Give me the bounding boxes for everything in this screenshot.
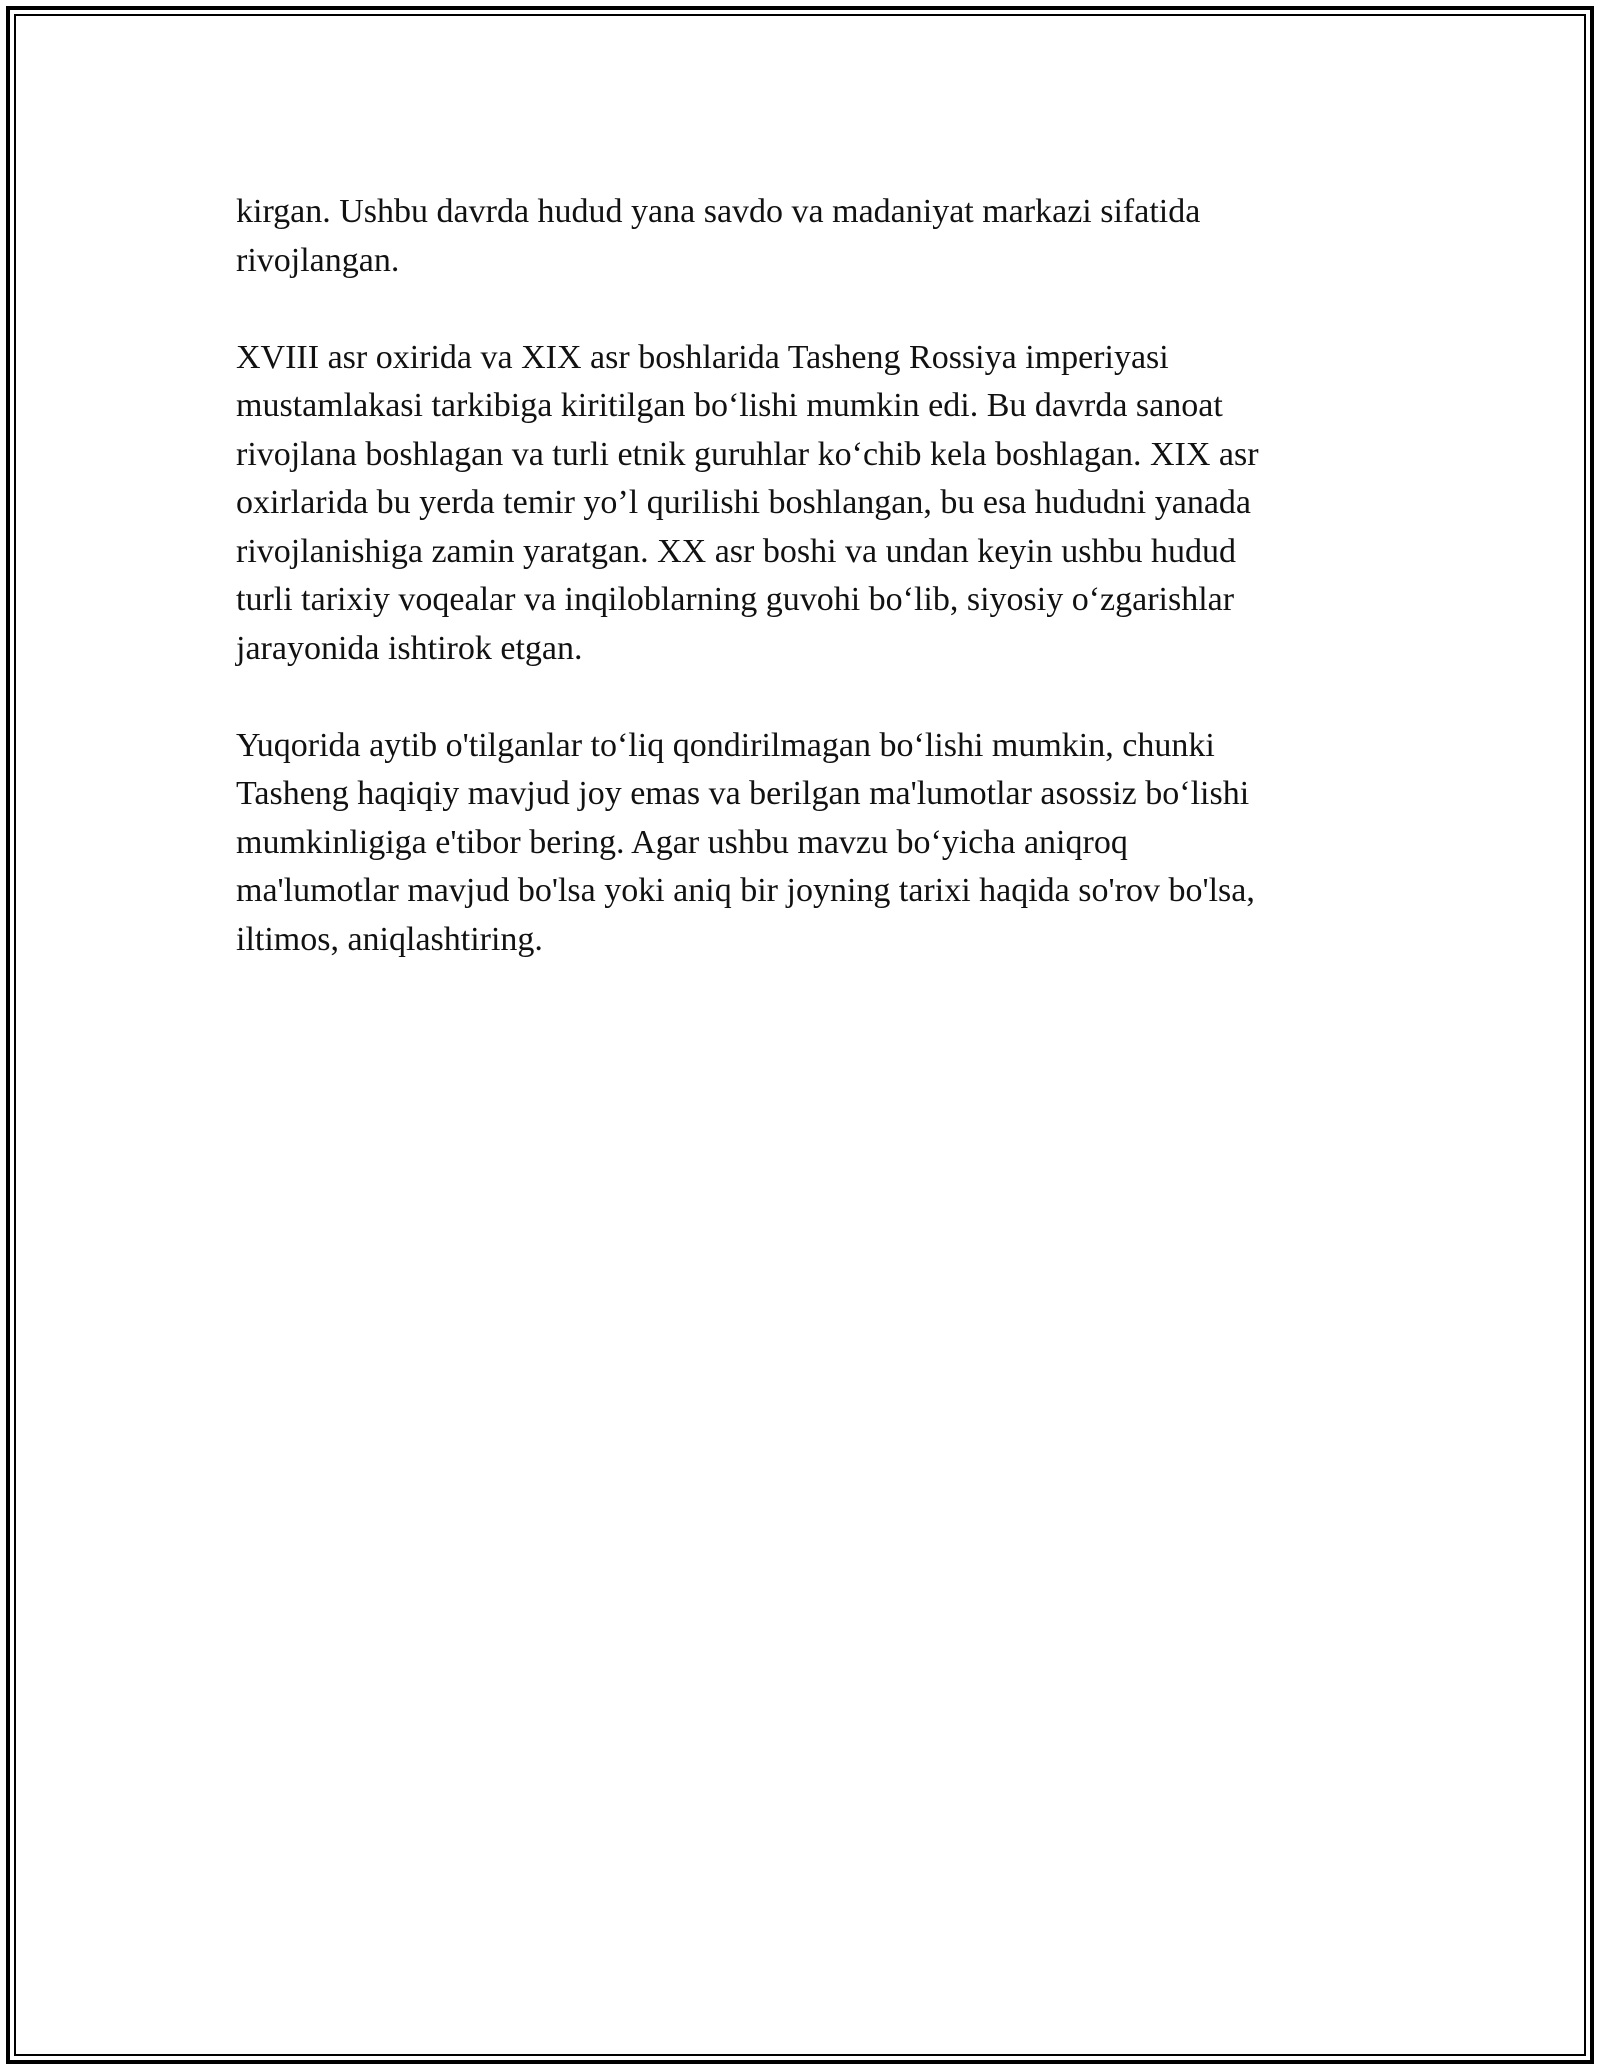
text-line: rivojlangan. [236, 241, 400, 279]
text-line: kirgan. Ushbu davrda hudud yana savdo va madaniyat markazi sifatida [236, 193, 1201, 230]
text-line: Yuqorida aytib o'tilganlar to‘liq qondirilmagan bo‘lishi mumkin, chunki [236, 726, 1215, 764]
text-line: XVIII asr oxirida va XIX asr boshlarida Tasheng Rossiya imperiyasi [236, 338, 1169, 376]
text-line: Tasheng haqiqiy mavjud joy emas va berilgan ma'lumotlar asossiz bo‘lishi [236, 775, 1250, 812]
paragraph-3 [236, 722, 1366, 965]
paragraph-2 [236, 334, 1366, 674]
text-line: rivojlana boshlagan va turli etnik guruhlar ko‘chib kela boshlagan. XIX asr [236, 435, 1259, 473]
text-line: turli tarixiy voqealar va inqiloblarning guvohi bo‘lib, siyosiy o‘zgarishlar [236, 581, 1235, 618]
text-line: rivojlanishiga zamin yaratgan. XX asr boshi va undan keyin ushbu hudud [236, 532, 1236, 570]
text-line: ma'lumotlar mavjud bo'lsa yoki aniq bir joyning tarixi haqida so'rov bo'lsa, [236, 872, 1255, 909]
text-line: oxirlarida bu yerda temir yo’l qurilishi boshlangan, bu esa hududni yanada [236, 484, 1252, 521]
document-body [236, 188, 1366, 1013]
text-line: mumkinligiga e'tibor bering. Agar ushbu mavzu bo‘yicha aniqroq [236, 823, 1128, 861]
text-line: mustamlakasi tarkibiga kiritilgan bo‘lishi mumkin edi. Bu davrda sanoat [236, 387, 1223, 424]
text-line: jarayonida ishtirok etgan. [236, 629, 583, 667]
text-line: iltimos, aniqlashtiring. [236, 920, 543, 958]
paragraph-1 [236, 188, 1366, 285]
